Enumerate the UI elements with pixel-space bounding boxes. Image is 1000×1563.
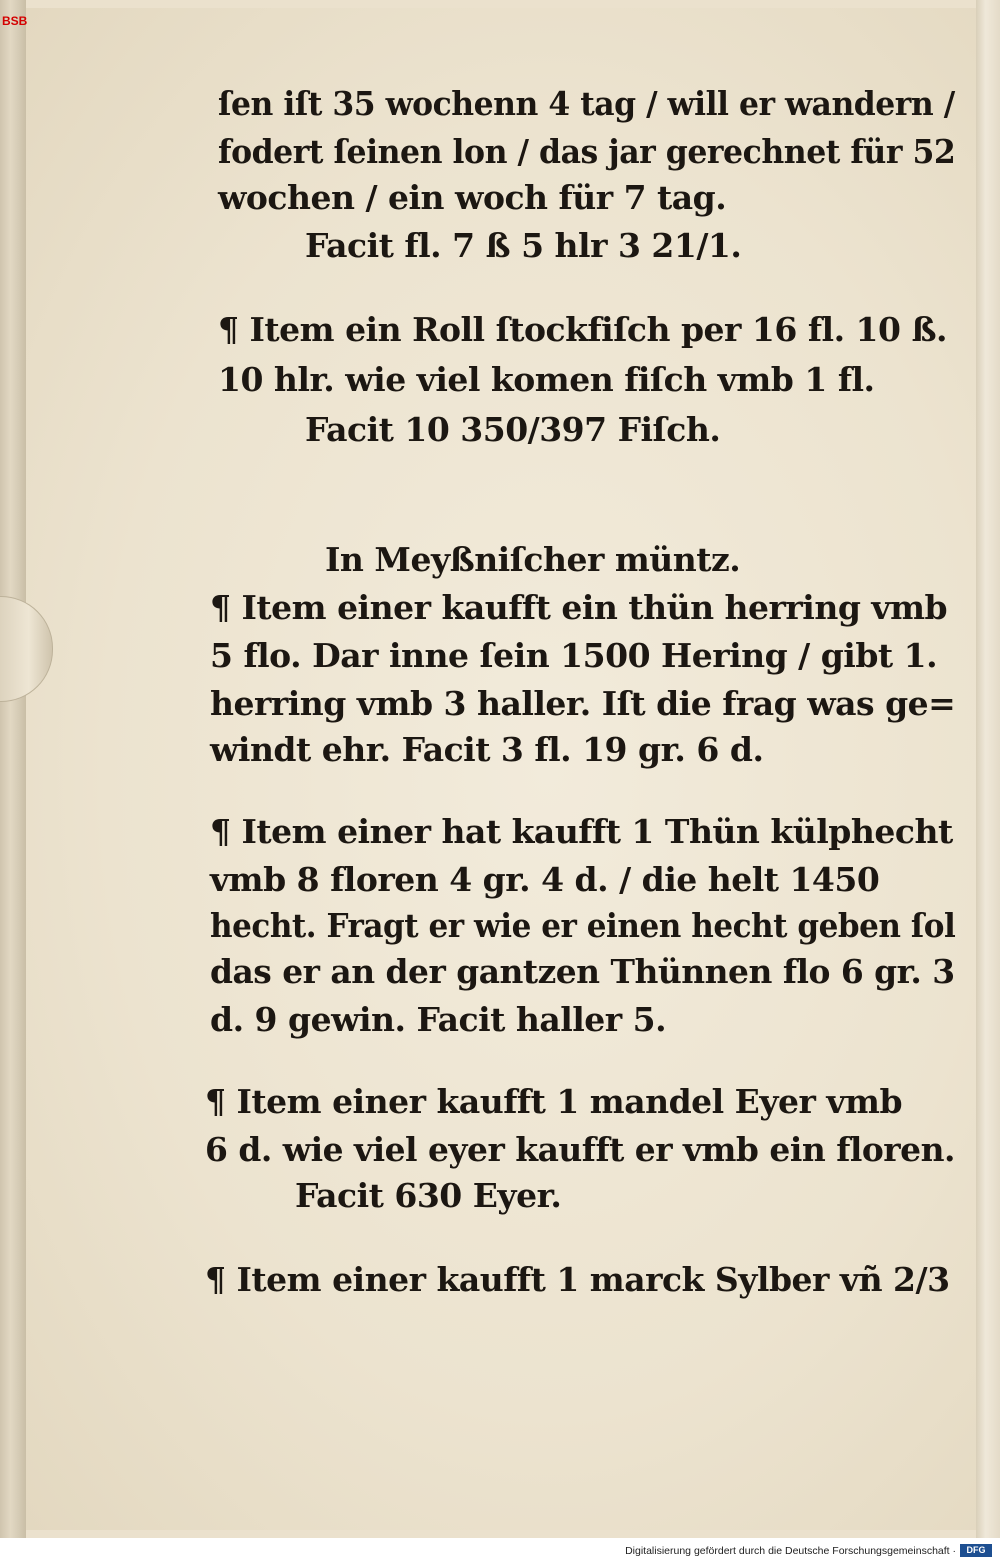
text-line: windt ehr. Facit 3 fl. 19 gr. 6 d.	[210, 730, 764, 769]
text-line: ¶ Item einer kaufft 1 mandel Eyer vmb	[205, 1082, 903, 1121]
text-line: Facit fl. 7 ß 5 hlr 3 21/1.	[305, 226, 742, 265]
text-line: ¶ Item einer kaufft ein thün herring vmb	[210, 588, 948, 627]
text-line: ¶ Item einer hat kaufft 1 Thün külphecht	[210, 812, 953, 851]
dfg-logo: DFG	[960, 1544, 992, 1557]
text-line: d. 9 gewin. Facit haller 5.	[210, 1000, 667, 1039]
text-line: Facit 630 Eyer.	[295, 1176, 562, 1215]
text-line: 10 hlr. wie viel komen fiſch vmb 1 fl.	[218, 360, 875, 399]
text-line: herring vmb 3 haller. Iſt die frag was ge=	[210, 684, 956, 723]
text-line: vmb 8 floren 4 gr. 4 d. / die helt 1450	[210, 860, 880, 899]
section-heading: In Meyßniſcher müntz.	[325, 540, 741, 579]
text-line: fodert ſeinen lon / das jar gerechnet für 52	[218, 132, 956, 171]
funding-credit: Digitalisierung gefördert durch die Deutsche Forschungsgemeinschaft ·	[625, 1545, 956, 1557]
text-line: Facit 10 350/397 Fiſch.	[305, 410, 721, 449]
text-line: ¶ Item einer kaufft 1 marck Sylber vñ 2/3	[205, 1260, 950, 1299]
text-line: das er an der gantzen Thünnen flo 6 gr. 3	[210, 952, 955, 991]
text-line: ſen iſt 35 wochenn 4 tag / will er wandern /	[218, 84, 955, 123]
bsb-watermark: BSB	[2, 14, 28, 28]
text-line: wochen / ein woch für 7 tag.	[218, 178, 727, 217]
text-line: hecht. Fragt er wie er einen hecht geben ſol	[210, 906, 956, 945]
text-line: 6 d. wie viel eyer kaufft er vmb ein floren.	[205, 1130, 955, 1169]
text-line: 5 flo. Dar inne ſein 1500 Hering / gibt 1.	[210, 636, 938, 675]
text-line: ¶ Item ein Roll ſtockfiſch per 16 fl. 10 ß.	[218, 310, 948, 349]
